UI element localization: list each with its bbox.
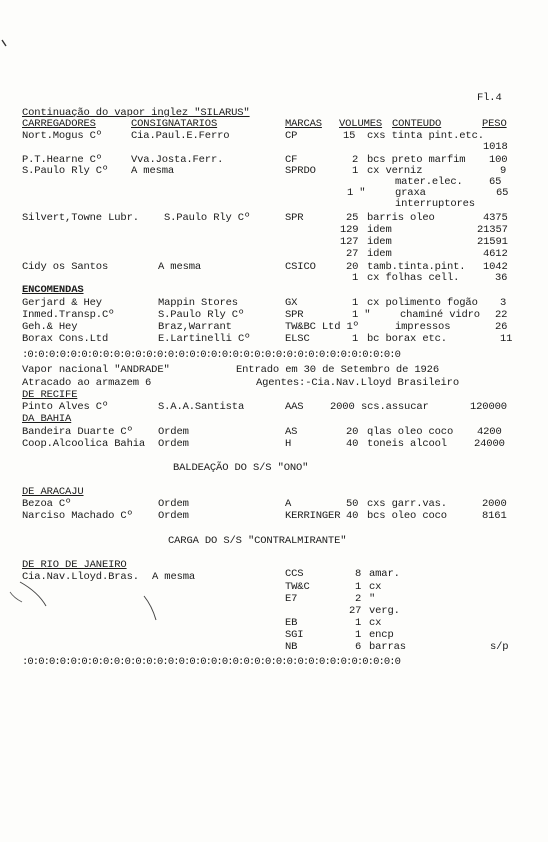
table-cell-mark: H — [285, 438, 292, 450]
table-cell-volumes: 1 — [355, 617, 362, 629]
column-header-consignatarios: CONSIGNATARIOS — [131, 118, 218, 130]
table-cell-volumes: 40 — [346, 510, 359, 522]
table-cell-consignee: S.Paulo Rly Cº — [158, 309, 245, 321]
table-cell-shipper: Geh.& Hey — [22, 321, 78, 333]
table-cell-consignee: Ordem — [158, 498, 189, 510]
table-cell-volumes: 2 — [352, 154, 359, 166]
table-cell-weight: 26 — [495, 321, 508, 333]
table-cell-volumes: 6 — [355, 641, 362, 653]
table-cell-mark: EB — [285, 617, 298, 629]
table-cell-content: qlas oleo coco — [367, 426, 454, 438]
section-heading-encomendas: ENCOMENDAS — [22, 284, 84, 296]
table-cell-weight: 4375 — [483, 212, 508, 224]
table-cell-volumes: 20 — [346, 426, 359, 438]
table-cell-weight: 120000 — [470, 401, 507, 413]
table-cell-shipper: Narciso Machado Cº — [22, 510, 133, 522]
table-cell-consignee: Braz,Warrant — [158, 321, 232, 333]
agents: Agentes:-Cia.Nav.Lloyd Brasileiro — [256, 377, 459, 389]
table-cell-content: idem — [367, 224, 392, 236]
column-header-conteudo: CONTEUDO — [392, 118, 442, 130]
table-cell-content: cx polimento fogão — [367, 297, 478, 309]
table-cell-content: idem — [367, 236, 392, 248]
table-cell-weight: 4200 — [477, 426, 502, 438]
section-heading-aracaju: DE ARACAJU — [22, 486, 84, 498]
table-cell-shipper: Cidy os Santos — [22, 261, 109, 273]
table-cell-consignee: Ordem — [158, 438, 189, 450]
table-cell-mark: SPR — [285, 212, 304, 224]
table-cell-content: encp — [369, 629, 394, 641]
table-cell-mark: SPR — [285, 309, 304, 321]
table-cell-mark: CP — [285, 130, 298, 142]
table-cell-content: amar. — [369, 568, 400, 580]
column-header-peso: PESO — [482, 118, 507, 130]
table-cell-content: scs.assucar — [361, 401, 429, 413]
table-cell-weight: 100 — [489, 154, 508, 166]
table-cell-content: " — [369, 593, 376, 605]
table-cell-mark: KERRINGER — [285, 510, 341, 522]
table-cell-mark: AS — [285, 426, 298, 438]
cargo-title: CARGA DO S/S "CONTRALMIRANTE" — [168, 535, 347, 547]
table-cell-content: verg. — [369, 605, 400, 617]
table-cell-weight: 1018 — [483, 141, 508, 153]
table-cell-shipper: P.T.Hearne Cº — [22, 154, 102, 166]
table-cell-weight: 11 — [500, 333, 513, 345]
table-cell-consignee: Cia.Paul.E.Ferro — [131, 130, 230, 142]
table-cell-mark: SGI — [285, 629, 304, 641]
table-cell-weight: 65 — [489, 176, 502, 188]
table-cell-volumes: 1 — [355, 629, 362, 641]
table-cell-content: cx folhas cell. — [367, 272, 460, 284]
table-cell-shipper: S.Paulo Rly Cº — [22, 165, 109, 177]
table-cell-content: chaminé vidro — [400, 309, 480, 321]
separator-line-bottom: :0:0:0:0:0:0:0:0:0:0:0:0:0:0:0:0:0:0:0:0:0:0:0:0:0:0:0:0:0:0:0:0:0:0:0 — [22, 656, 401, 668]
table-cell-content: cx — [369, 581, 382, 593]
table-cell-shipper: Bandeira Duarte Cº — [22, 426, 133, 438]
table-cell-volumes: 20 — [346, 261, 359, 273]
table-cell-volumes: 129 — [340, 224, 359, 236]
entry-date: Entrado em 30 de Setembro de 1926 — [236, 364, 439, 376]
table-cell-mark: CSICO — [285, 261, 316, 273]
table-cell-consignee: A mesma — [158, 261, 202, 273]
table-cell-content: tamb.tinta.pint. — [367, 261, 466, 273]
table-cell-shipper: Pinto Alves Cº — [22, 401, 109, 413]
table-cell-content: bcs oleo coco — [367, 510, 447, 522]
table-cell-shipper: Gerjard & Hey — [22, 297, 102, 309]
table-cell-volumes: 25 — [346, 212, 359, 224]
table-cell-shipper: Coop.Alcoolica Bahia — [22, 438, 146, 450]
table-cell-mark: SPRDO — [285, 165, 316, 177]
table-cell-volumes: 1 — [352, 272, 359, 284]
table-cell-volumes: 15 — [343, 130, 356, 142]
table-cell-weight: 2000 — [482, 498, 507, 510]
table-cell-mark: NB — [285, 641, 298, 653]
table-cell-content: interruptores — [395, 198, 475, 210]
moored-warehouse: Atracado ao armazem 6 — [22, 377, 152, 389]
column-header-carregadores: CARREGADORES — [22, 118, 96, 130]
table-cell-mark: TW&C — [285, 581, 310, 593]
column-header-volumes: VOLUMES — [339, 118, 383, 130]
sheet-number: Fl.4 — [477, 92, 502, 104]
table-cell-weight: 21357 — [477, 224, 508, 236]
table-cell-content: cxs garr.vas. — [367, 498, 447, 510]
table-cell-weight: 4612 — [483, 248, 508, 260]
table-cell-content: mater.elec. — [395, 176, 463, 188]
table-cell-mark: CCS — [285, 568, 304, 580]
table-cell-volumes: 1 — [355, 581, 362, 593]
table-cell-consignee: E.Lartinelli Cº — [158, 333, 251, 345]
table-cell-weight: 21591 — [477, 236, 508, 248]
table-cell-shipper: Bezoa Cº — [22, 498, 72, 510]
table-cell-mark: CF — [285, 154, 298, 166]
table-cell-consignee: S.A.A.Santista — [158, 401, 245, 413]
table-cell-content: bc borax etc. — [367, 333, 447, 345]
table-cell-weight: 24000 — [474, 438, 505, 450]
section-heading-rio: DE RIO DE JANEIRO — [22, 559, 127, 571]
column-header-marcas: MARCAS — [285, 118, 322, 130]
table-cell-content: cx verniz — [367, 165, 423, 177]
table-cell-content: toneis alcool — [367, 438, 447, 450]
table-cell-weight: 3 — [500, 297, 507, 309]
table-cell-consignee: Mappin Stores — [158, 297, 238, 309]
table-cell-shipper: Inmed.Transp.Cº — [22, 309, 115, 321]
table-cell-content: barris oleo — [367, 212, 435, 224]
table-cell-volumes: 1 — [352, 333, 359, 345]
table-cell-weight: 65 — [496, 187, 509, 199]
table-cell-consignee: S.Paulo Rly Cº — [164, 212, 251, 224]
table-cell-volumes: 127 — [340, 236, 359, 248]
table-cell-content: impressos — [395, 321, 451, 333]
table-cell-mark: ELSC — [285, 333, 310, 345]
table-cell-weight: 36 — [495, 272, 508, 284]
table-cell-volumes: 8 — [355, 568, 362, 580]
separator-line: :0:0:0:0:0:0:0:0:0:0:0:0:0:0:0:0:0:0:0:0:0:0:0:0:0:0:0:0:0:0:0:0:0:0:0 — [22, 349, 401, 361]
table-cell-weight: 9 — [500, 165, 507, 177]
table-cell-volumes: 27 — [349, 605, 362, 617]
document-title: Continuação do vapor inglez "SILARUS" — [22, 107, 250, 119]
vessel-name: Vapor nacional "ANDRADE" — [22, 364, 170, 376]
table-cell-shipper: Silvert,Towne Lubr. — [22, 212, 139, 224]
table-cell-volumes: 40 — [346, 438, 359, 450]
table-cell-volumes: 2 — [355, 593, 362, 605]
table-cell-mark: E7 — [285, 593, 298, 605]
table-cell-content: idem — [367, 248, 392, 260]
table-cell-weight: 22 — [495, 309, 508, 321]
rio-consignee: A mesma — [152, 571, 196, 583]
table-cell-mark: GX — [285, 297, 298, 309]
section-heading-recife: DE RECIFE — [22, 389, 78, 401]
table-cell-content: cx — [369, 617, 382, 629]
table-cell-volumes: 1 — [352, 165, 359, 177]
table-cell-consignee: A mesma — [131, 165, 175, 177]
table-cell-volumes: 2000 — [330, 401, 355, 413]
transshipment-title: BALDEAÇÃO DO S/S "ONO" — [173, 462, 309, 474]
rio-shipper: Cia.Nav.Lloyd.Bras. — [22, 571, 139, 583]
table-cell-volumes: 27 — [346, 248, 359, 260]
table-cell-weight: 8161 — [482, 510, 507, 522]
table-cell-volumes: 1 — [352, 297, 359, 309]
table-cell-mark: A — [285, 498, 292, 510]
table-cell-volumes: 1 " — [347, 187, 366, 199]
table-cell-shipper: Borax Cons.Ltd — [22, 333, 109, 345]
table-cell-content: cxs tinta pint.etc. — [367, 130, 484, 142]
table-cell-volumes: 50 — [346, 498, 359, 510]
sp-note: s/p — [490, 641, 509, 653]
table-cell-weight: 1042 — [483, 261, 508, 273]
table-cell-consignee: Ordem — [158, 510, 189, 522]
table-cell-content: bcs preto marfim — [367, 154, 466, 166]
table-cell-shipper: Nort.Mogus Cº — [22, 130, 102, 142]
table-cell-volumes: 1 " — [352, 309, 371, 321]
table-cell-consignee: Vva.Josta.Ferr. — [131, 154, 224, 166]
section-heading-bahia: DA BAHIA — [22, 413, 72, 425]
table-cell-consignee: Ordem — [158, 426, 189, 438]
table-cell-content: graxa — [395, 187, 426, 199]
table-cell-mark: AAS — [285, 401, 304, 413]
table-cell-content: barras — [369, 641, 406, 653]
table-cell-mark: TW&BC Ltd 1º — [285, 321, 359, 333]
